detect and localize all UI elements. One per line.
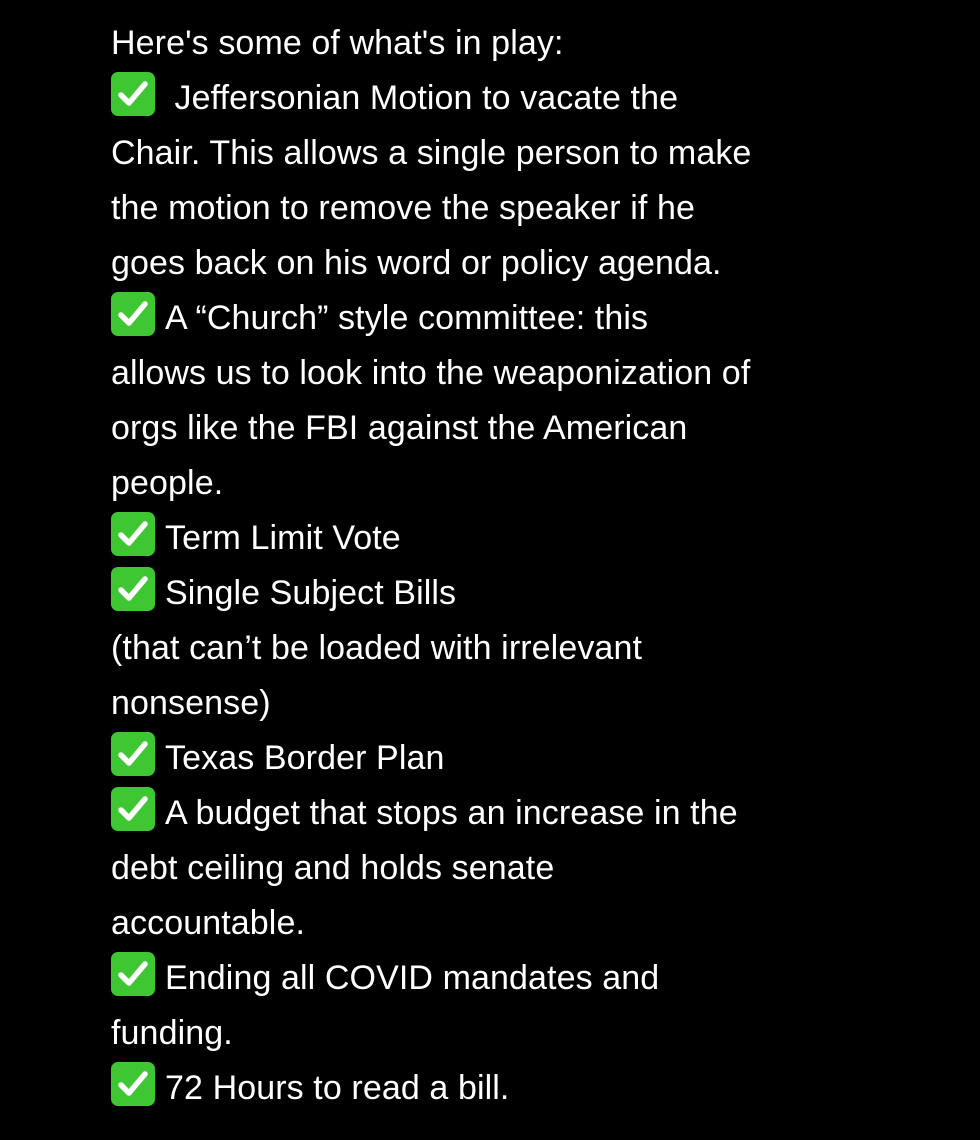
check-mark-icon xyxy=(111,567,155,611)
checklist-item-continuation: accountable. xyxy=(111,904,306,942)
checklist-item-continuation: nonsense) xyxy=(111,684,271,722)
checklist-item-text: A “Church” style committee: this xyxy=(165,299,649,337)
checklist-item-text: A budget that stops an increase in the xyxy=(165,794,738,832)
checklist-item xyxy=(111,511,911,566)
checklist-item xyxy=(111,1061,911,1116)
check-mark-icon xyxy=(111,512,155,556)
checklist-item-continuation: Chair. This allows a single person to make xyxy=(111,134,752,172)
checklist-item-continuation: funding. xyxy=(111,1014,233,1052)
checklist-item-continuation: people. xyxy=(111,464,224,502)
checklist-item xyxy=(111,291,911,346)
check-mark-icon xyxy=(111,1062,155,1106)
checklist-item-continuation: debt ceiling and holds senate xyxy=(111,849,555,887)
check-mark-icon xyxy=(111,952,155,996)
checklist-item xyxy=(111,731,911,786)
checklist-item-text: Texas Border Plan xyxy=(165,739,445,777)
checklist-item-text: Term Limit Vote xyxy=(165,519,401,557)
checklist-item-text: 72 Hours to read a bill. xyxy=(165,1069,510,1107)
check-mark-icon xyxy=(111,292,155,336)
checklist-item xyxy=(111,71,911,126)
checklist-item-continuation: (that can’t be loaded with irrelevant xyxy=(111,629,642,667)
checklist-item xyxy=(111,951,911,1006)
check-mark-icon xyxy=(111,787,155,831)
checklist-item-text: Single Subject Bills xyxy=(165,574,457,612)
checklist-item-continuation: orgs like the FBI against the American xyxy=(111,409,688,447)
checklist-item-continuation: goes back on his word or policy agenda. xyxy=(111,244,722,282)
note-text-block xyxy=(111,16,911,1116)
check-mark-icon xyxy=(111,72,155,116)
check-mark-icon xyxy=(111,732,155,776)
checklist-item-text: Jeffersonian Motion to vacate the xyxy=(165,79,679,117)
checklist-item xyxy=(111,786,911,841)
checklist-item-text: Ending all COVID mandates and xyxy=(165,959,660,997)
note-heading: Here's some of what's in play: xyxy=(111,24,564,62)
checklist-item-continuation: allows us to look into the weaponization of xyxy=(111,354,751,392)
checklist-item-continuation: the motion to remove the speaker if he xyxy=(111,189,696,227)
checklist-item xyxy=(111,566,911,621)
